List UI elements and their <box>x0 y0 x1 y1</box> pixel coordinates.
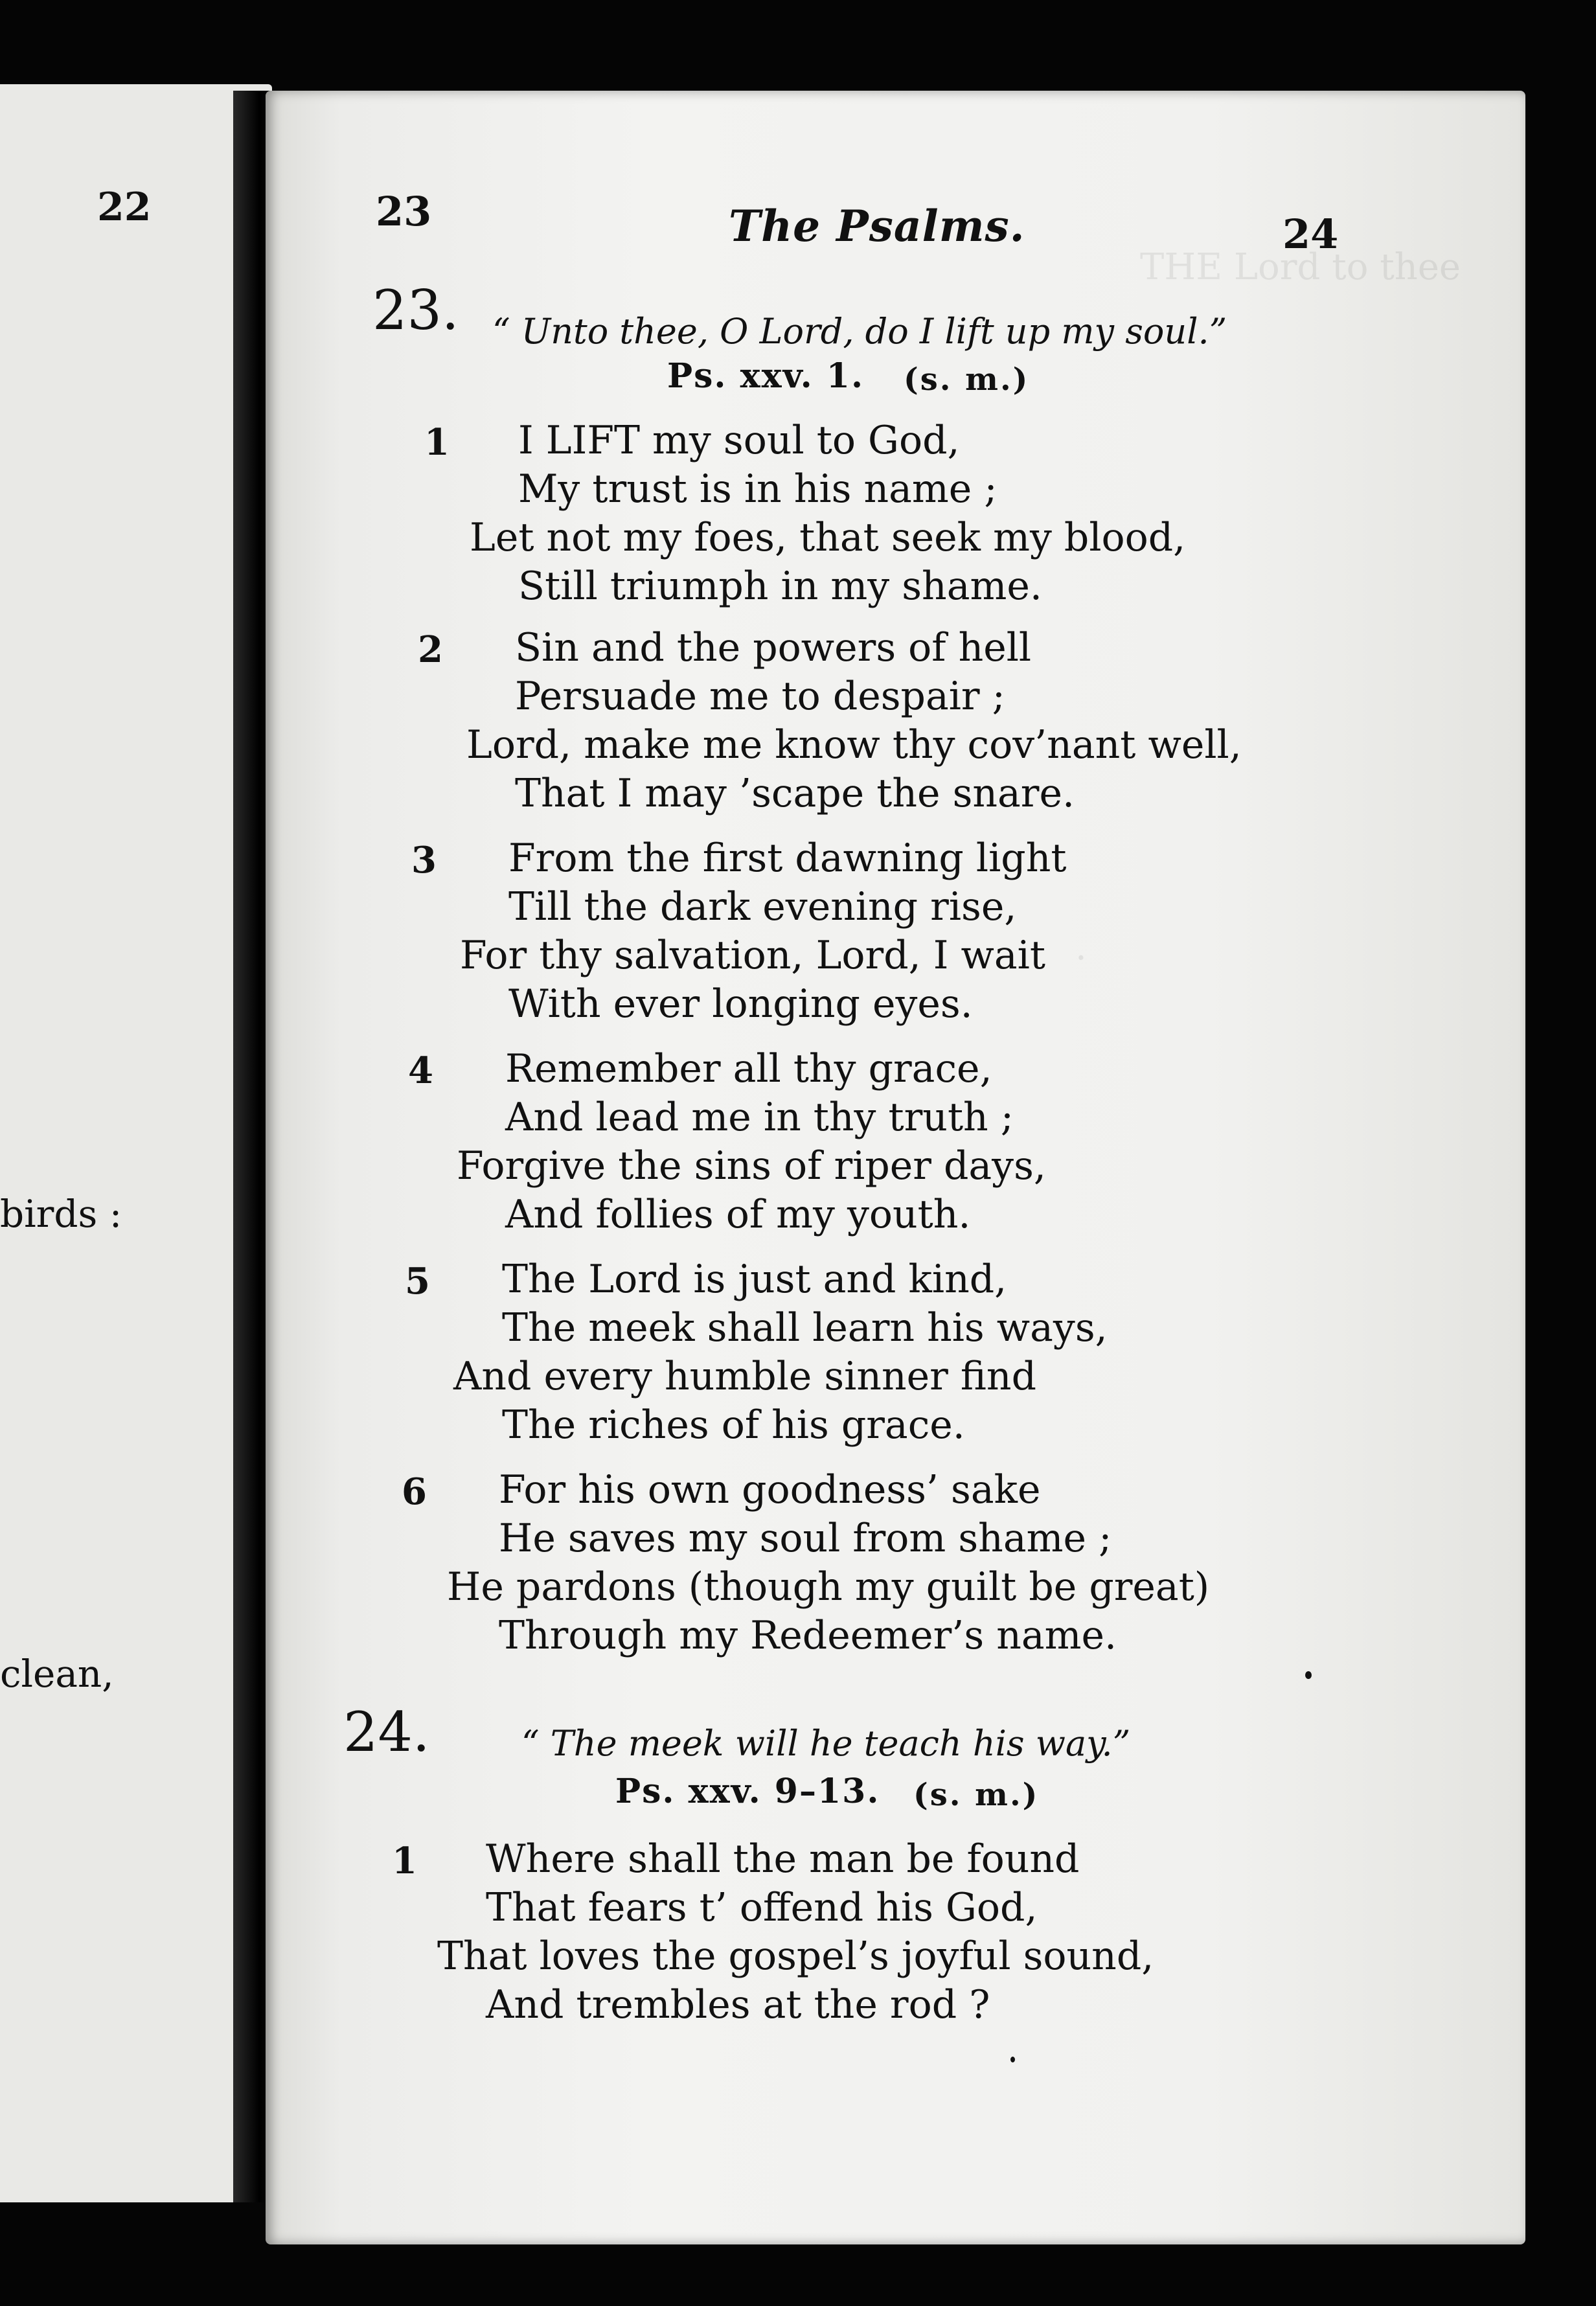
verse-line: That I may ’scape the snare. <box>515 771 1075 816</box>
verse-line: He saves my soul from shame ; <box>499 1516 1112 1561</box>
left-page-number: 22 <box>97 185 152 230</box>
verse-line: And follies of my youth. <box>505 1192 971 1237</box>
verse-line: He pardons (though my guilt be great) <box>447 1564 1210 1610</box>
verse-line: For his own goodness’ sake <box>499 1467 1041 1513</box>
psalm-reference: Ps. xxv. 1. <box>667 356 865 396</box>
bleed-through: THE Lord to thee <box>1140 246 1461 288</box>
bleed-through: . <box>1075 926 1087 968</box>
ink-speck <box>1010 2057 1015 2062</box>
verse-line: Sin and the powers of hell <box>515 625 1032 670</box>
verse-line: Lord, make me know thy cov’nant well, <box>466 722 1242 768</box>
verse-number: 2 <box>418 628 443 671</box>
psalm-metre: (s. m.) <box>913 1777 1040 1813</box>
verse-line: Forgive the sins of riper days, <box>457 1143 1046 1189</box>
verse-line: And lead me in thy truth ; <box>505 1095 1014 1140</box>
psalm-number: 24. <box>343 1700 430 1764</box>
verse-line: Remember all thy grace, <box>505 1046 992 1091</box>
psalm-number: 23. <box>372 279 459 342</box>
verse-line: Still triumph in my shame. <box>518 564 1042 609</box>
psalm-metre: (s. m.) <box>904 361 1030 398</box>
verse-line: Where shall the man be found <box>486 1836 1080 1882</box>
verse-line: Till the dark evening rise, <box>508 884 1017 930</box>
psalm-epigraph: “ Unto thee, O Lord, do I lift up my soul.” <box>492 311 1227 352</box>
verse-number: 4 <box>408 1049 433 1092</box>
verse-number: 5 <box>405 1260 430 1303</box>
verse-line: Let not my foes, that seek my blood, <box>470 515 1186 560</box>
verse-line: I LIFT my soul to God, <box>518 418 960 463</box>
verse-line: Through my Redeemer’s name. <box>499 1613 1117 1658</box>
verse-line: That fears t’ offend his God, <box>486 1885 1038 1930</box>
left-page-fragment: birds : <box>0 1192 122 1236</box>
verse-line: With ever longing eyes. <box>508 981 973 1027</box>
psalm-reference: Ps. xxv. 9–13. <box>615 1772 880 1811</box>
running-title: The Psalms. <box>729 201 1025 251</box>
page-number-left: 23 <box>376 188 432 235</box>
verse-line: And every humble sinner find <box>453 1354 1036 1399</box>
verse-line: My trust is in his name ; <box>518 466 998 512</box>
verse-number: 1 <box>392 1840 417 1882</box>
verse-number: 1 <box>424 421 450 464</box>
verse-line: The meek shall learn his ways, <box>502 1305 1108 1351</box>
ink-speck <box>1305 1671 1312 1679</box>
right-page <box>266 91 1525 2244</box>
verse-line: And trembles at the rod ? <box>486 1982 990 2027</box>
verse-line: From the first dawning light <box>508 836 1067 881</box>
verse-line: Persuade me to despair ; <box>515 674 1005 719</box>
left-page <box>0 84 272 2202</box>
verse-line: The riches of his grace. <box>502 1402 965 1448</box>
verse-line: That loves the gospel’s joyful sound, <box>437 1934 1154 1979</box>
psalm-epigraph: “ The meek will he teach his way.” <box>521 1723 1131 1764</box>
verse-line: For thy salvation, Lord, I wait <box>460 933 1045 978</box>
verse-line: The Lord is just and kind, <box>502 1257 1007 1302</box>
left-page-fragment: clean, <box>0 1652 114 1696</box>
verse-number: 3 <box>411 839 437 882</box>
verse-number: 6 <box>402 1470 427 1513</box>
page-number-right: 24 <box>1282 211 1339 258</box>
